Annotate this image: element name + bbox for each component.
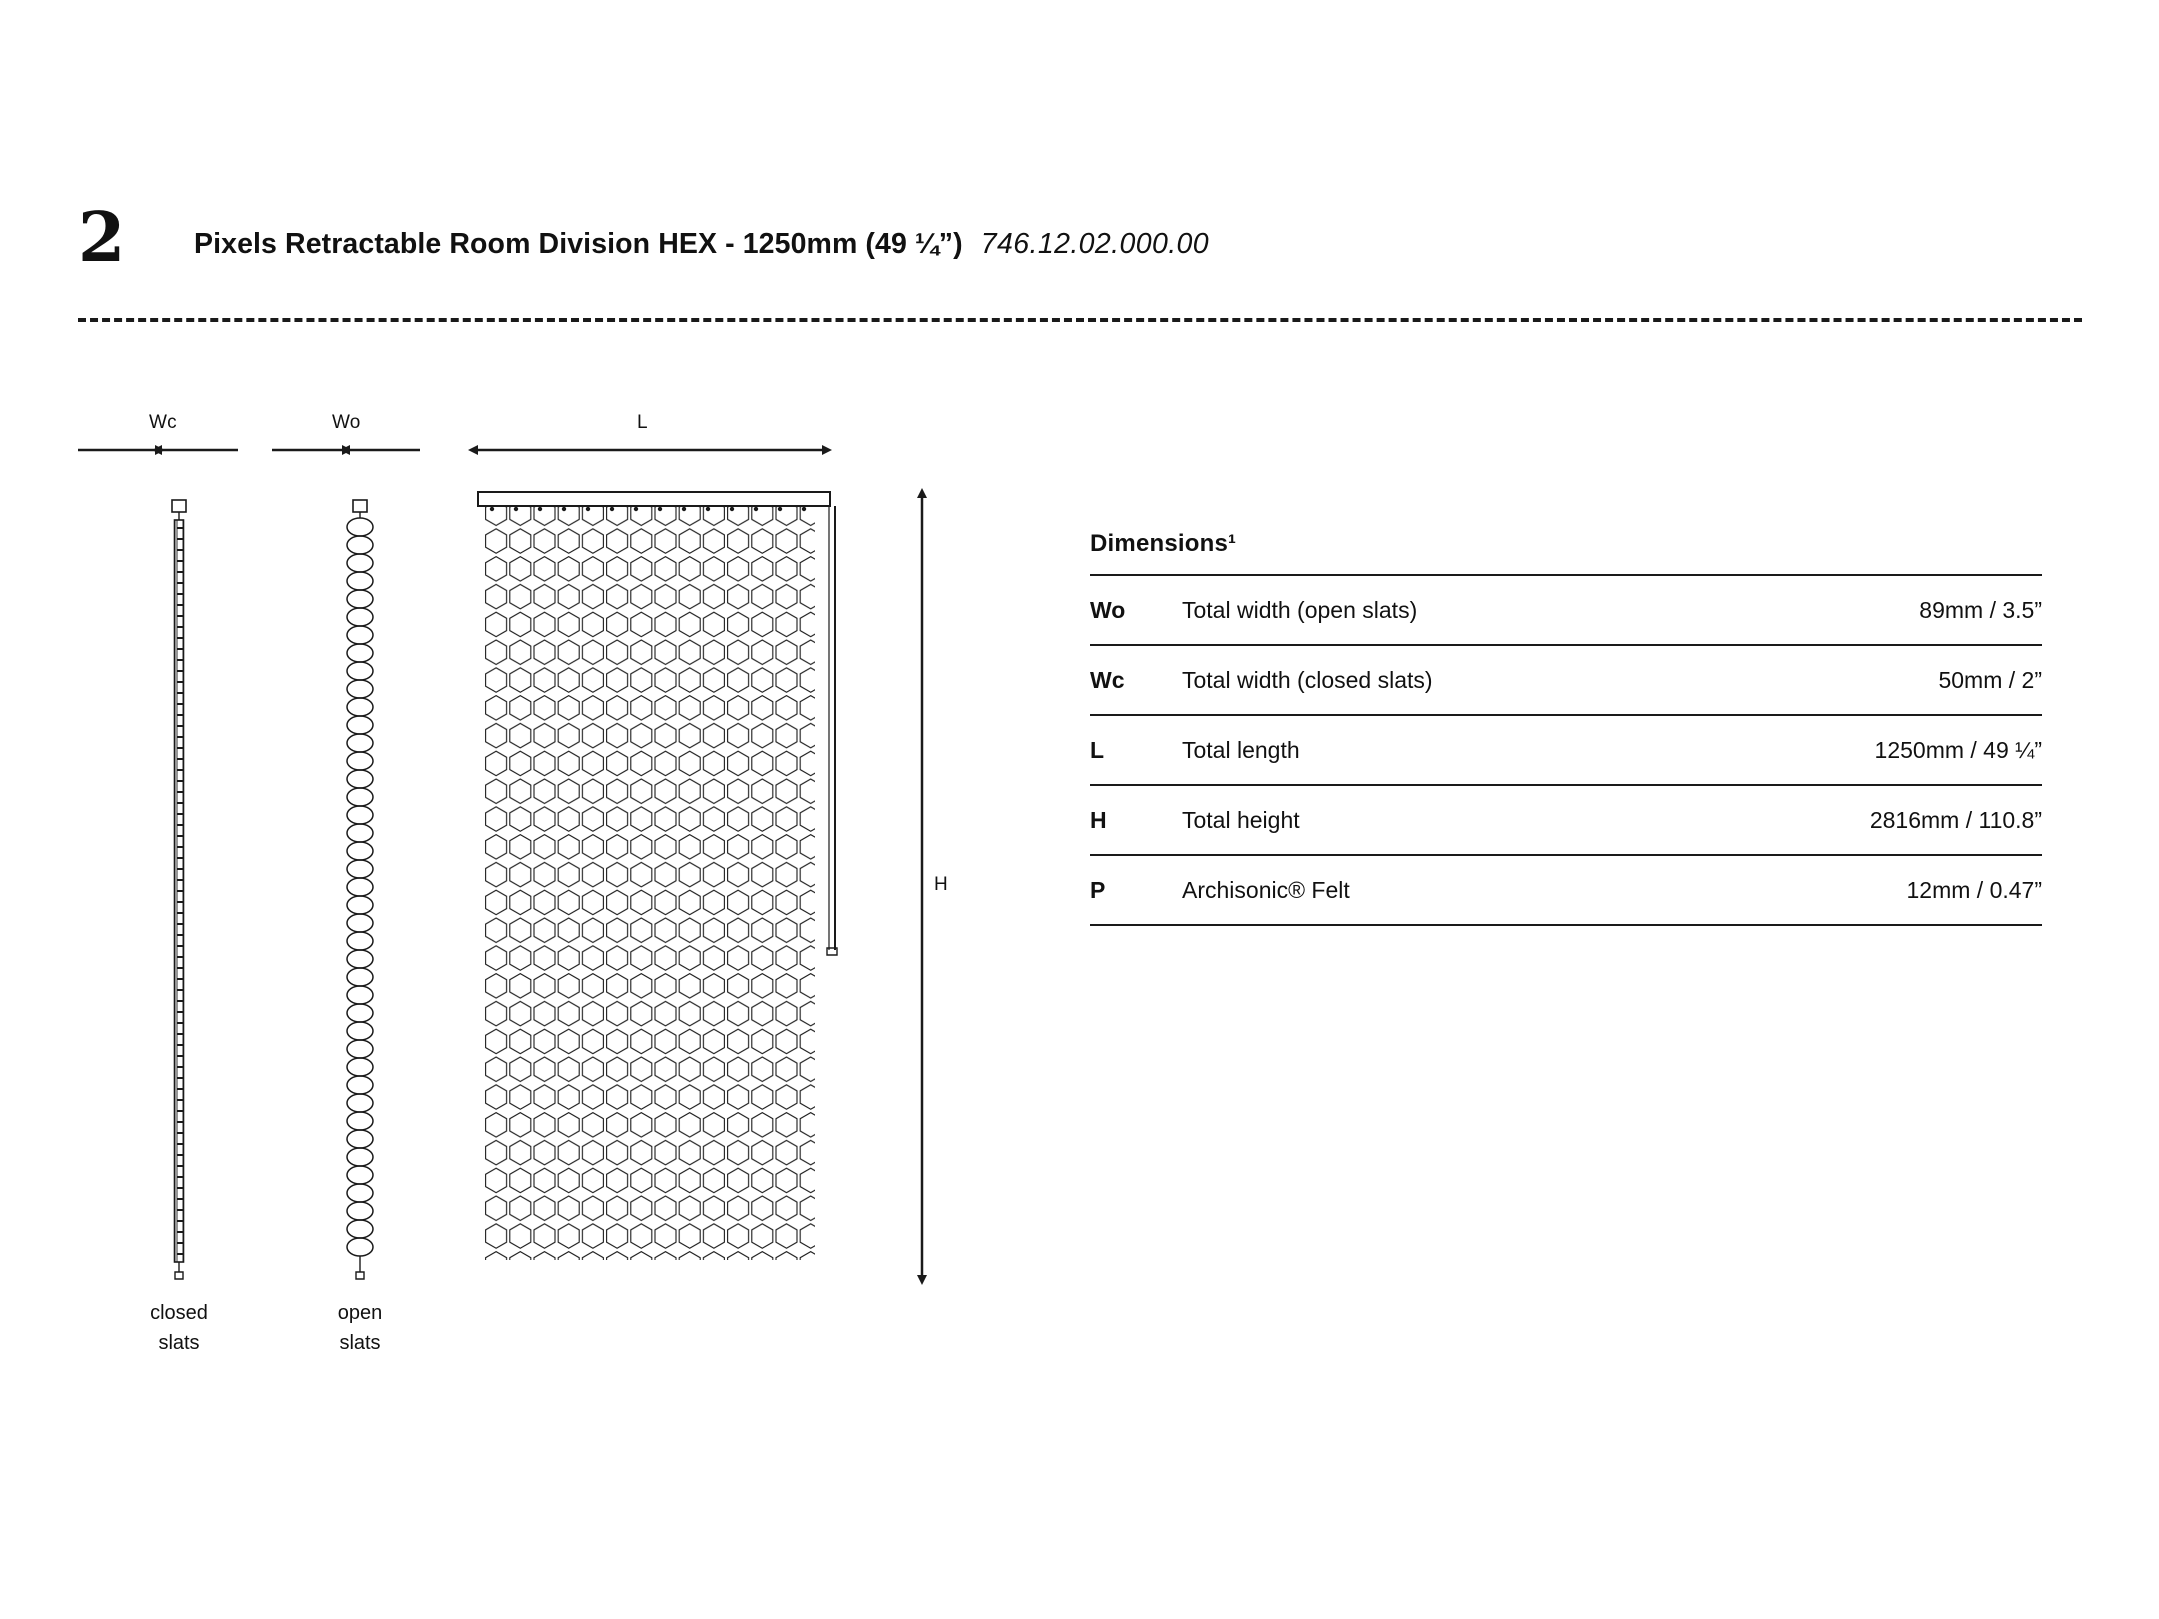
dimension-symbol: Wo: [1090, 596, 1126, 623]
drawing-svg: [0, 0, 1000, 1450]
label-h: H: [934, 874, 948, 895]
dimension-value: 1250mm / 49 ¼”: [1874, 736, 2042, 763]
table-row: [1090, 715, 2042, 785]
table-row: [1090, 785, 2042, 855]
curtain-figure: [478, 492, 837, 1260]
label-wc: Wc: [149, 412, 177, 433]
dimensions-title: Dimensions¹: [1090, 530, 1237, 557]
dimension-symbol: P: [1090, 876, 1106, 903]
dimension-description: Total length: [1182, 736, 1300, 763]
table-row: [1090, 855, 2042, 925]
dimensions-panel: [1090, 530, 2050, 926]
dimensions-table: [1090, 574, 2042, 926]
table-row: [1090, 645, 2042, 715]
caption-closed-line2: slats: [158, 1332, 200, 1354]
caption-closed-line1: closed: [150, 1302, 208, 1324]
label-l: L: [637, 412, 648, 433]
dimension-symbol: L: [1090, 736, 1105, 763]
caption-closed-slats: [99, 1298, 259, 1358]
caption-open-line1: open: [337, 1302, 383, 1324]
sheet-number: 2: [78, 198, 126, 278]
caption-open-line2: slats: [339, 1332, 381, 1354]
technical-drawing: [0, 0, 1000, 1450]
dimension-value: 89mm / 3.5”: [1919, 596, 2042, 623]
open-slats-figure: [347, 500, 373, 1279]
dimension-description: Archisonic® Felt: [1182, 876, 1350, 903]
dimension-value: 50mm / 2”: [1938, 666, 2042, 693]
dimension-description: Total height: [1182, 806, 1300, 833]
dimension-description: Total width (open slats): [1182, 596, 1418, 623]
dimension-symbol: Wc: [1090, 666, 1125, 693]
product-code: 746.12.02.000.00: [980, 228, 1210, 260]
label-wo: Wo: [332, 412, 361, 433]
closed-slats-figure: [172, 500, 186, 1279]
dimension-description: Total width (closed slats): [1182, 666, 1433, 693]
product-title: Pixels Retractable Room Division HEX - 1250mm (49 ¼”): [194, 228, 963, 260]
dimension-value: 12mm / 0.47”: [1906, 876, 2042, 903]
dimension-value: 2816mm / 110.8”: [1869, 806, 2042, 833]
caption-open-slats: [280, 1298, 440, 1358]
dimension-symbol: H: [1090, 806, 1107, 833]
table-row: [1090, 575, 2042, 645]
